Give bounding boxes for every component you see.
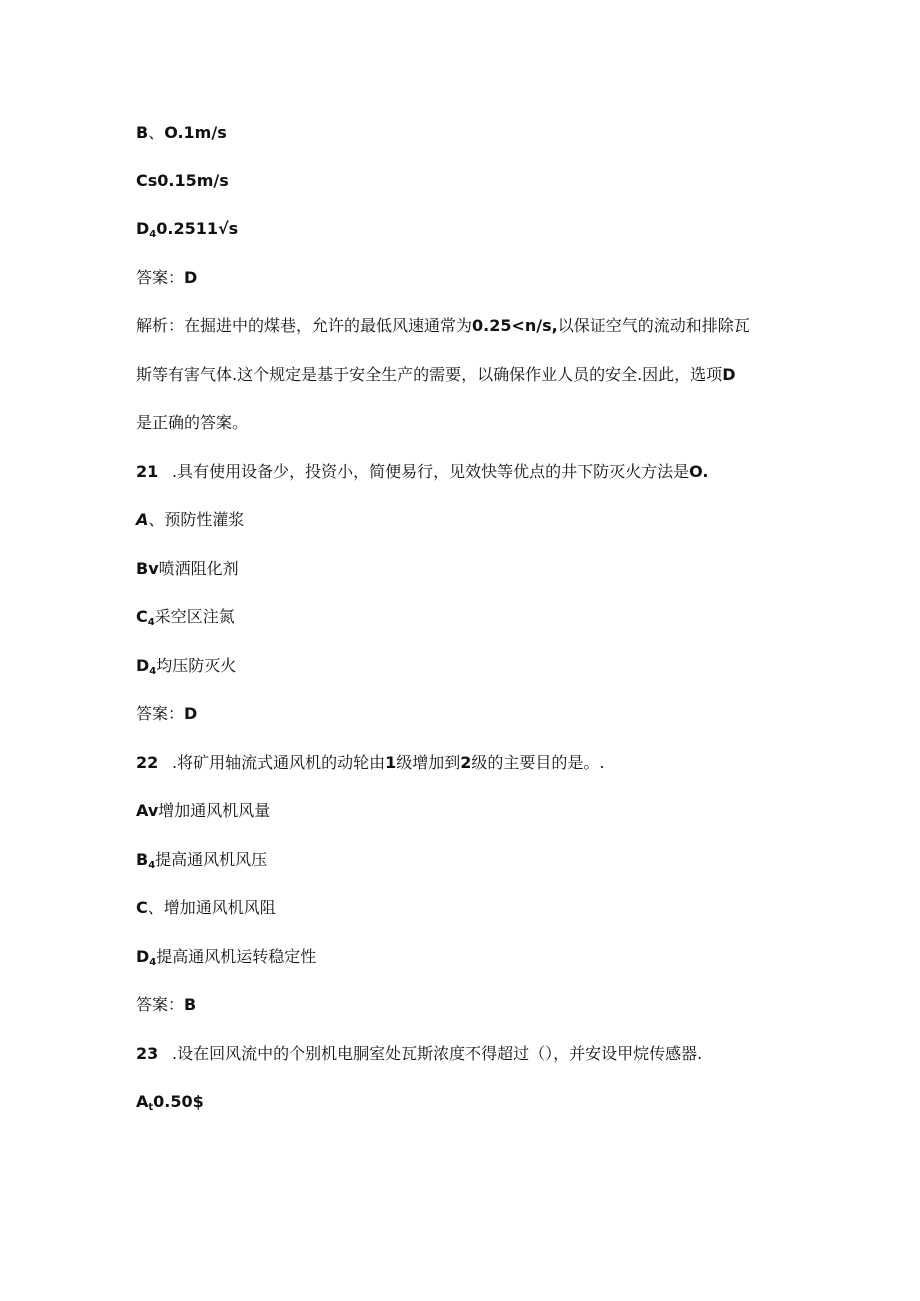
q22-answer [136,994,196,1016]
answer-value: D [184,268,198,287]
q23-option-a [136,1091,204,1119]
q20-answer [136,267,197,289]
answer-value: B [184,995,197,1014]
option-text: 0.15m/s [157,171,229,190]
option-separator: 、 [147,898,164,917]
q20-analysis-line-3 [136,412,248,434]
option-text: 提高通风机风压 [155,850,268,869]
option-text: 增加通风机风阻 [163,898,276,917]
option-text: 提高通风机运转稳定性 [156,947,317,966]
analysis-text: 是正确的答案。 [136,413,249,432]
option-label: D [136,947,150,966]
q21-answer [136,703,197,725]
analysis-text: 以保证空气的流动和排除瓦 [557,316,750,335]
q22-option-a [136,800,270,822]
q20-analysis-line-1 [136,315,750,337]
option-text: O.1m/s [164,123,227,142]
option-label: B [136,123,149,142]
analysis-prefix: 解析： [136,316,185,335]
analysis-value: 0.25<n/s, [472,316,558,335]
q21-option-b [136,558,239,580]
option-text: 0.50$ [153,1092,204,1111]
question-value: 2 [460,753,472,772]
answer-value: D [184,704,198,723]
option-label: A [136,1092,149,1111]
q22-option-b [136,849,267,877]
option-label: A [136,510,149,529]
question-number: 22 [136,753,159,772]
q22-question [136,752,604,774]
question-text: 级的主要目的是。. [471,753,605,772]
q20-option-b [136,122,227,144]
q21-option-d [136,655,236,683]
option-label: D [136,656,150,675]
option-separator: 、 [148,123,165,142]
option-label: C [136,898,148,917]
option-text: 增加通风机风量 [158,801,271,820]
q21-question [136,461,708,483]
option-label: D [136,219,150,238]
option-text: 采空区注氮 [154,607,235,626]
analysis-text: 斯等有害气体.这个规定是基于安全生产的需要，以确保作业人员的安全.因此，选项 [136,365,723,384]
option-label: Av [136,801,159,820]
option-subscript: 4 [149,666,157,677]
question-number: 23 [136,1044,159,1063]
answer-prefix: 答案： [136,268,185,287]
question-blank: O. [689,462,709,481]
question-text: .将矿用轴流式通风机的动轮由 [172,753,386,772]
analysis-text: 在掘进中的煤巷，允许的最低风速通常为 [184,316,473,335]
option-label: Cs [136,171,158,190]
question-text: 级增加到 [396,753,461,772]
option-label: Bv [136,559,159,578]
question-value: 1 [385,753,397,772]
question-text: .具有使用设备少，投资小，简便易行，见效快等优点的井下防灭火方法是 [172,462,690,481]
answer-prefix: 答案： [136,704,185,723]
option-subscript: 4 [147,617,155,628]
option-subscript: 4 [149,957,157,968]
option-subscript: 4 [148,860,156,871]
question-text: .设在回风流中的个别机电胴室处瓦斯浓度不得超过（），并安设甲烷传感器. [172,1044,703,1063]
option-text: 喷洒阻化剂 [158,559,239,578]
option-text: 预防性灌浆 [164,510,245,529]
q22-option-d [136,946,316,974]
q20-analysis-line-2 [136,364,735,386]
q23-question [136,1043,702,1065]
option-label: B [136,850,149,869]
option-subscript: 4 [149,229,157,240]
question-number: 21 [136,462,159,481]
option-text: 均压防灭火 [156,656,237,675]
q20-option-c [136,170,229,192]
answer-prefix: 答案： [136,995,185,1014]
option-text: 0.2511√s [156,219,239,238]
q20-option-d [136,218,238,246]
q21-option-a [136,509,244,531]
q21-option-c [136,606,235,634]
option-separator: 、 [148,510,165,529]
option-subscript: t [148,1102,154,1113]
analysis-option: D [722,365,736,384]
q22-option-c [136,897,276,919]
option-label: C [136,607,148,626]
